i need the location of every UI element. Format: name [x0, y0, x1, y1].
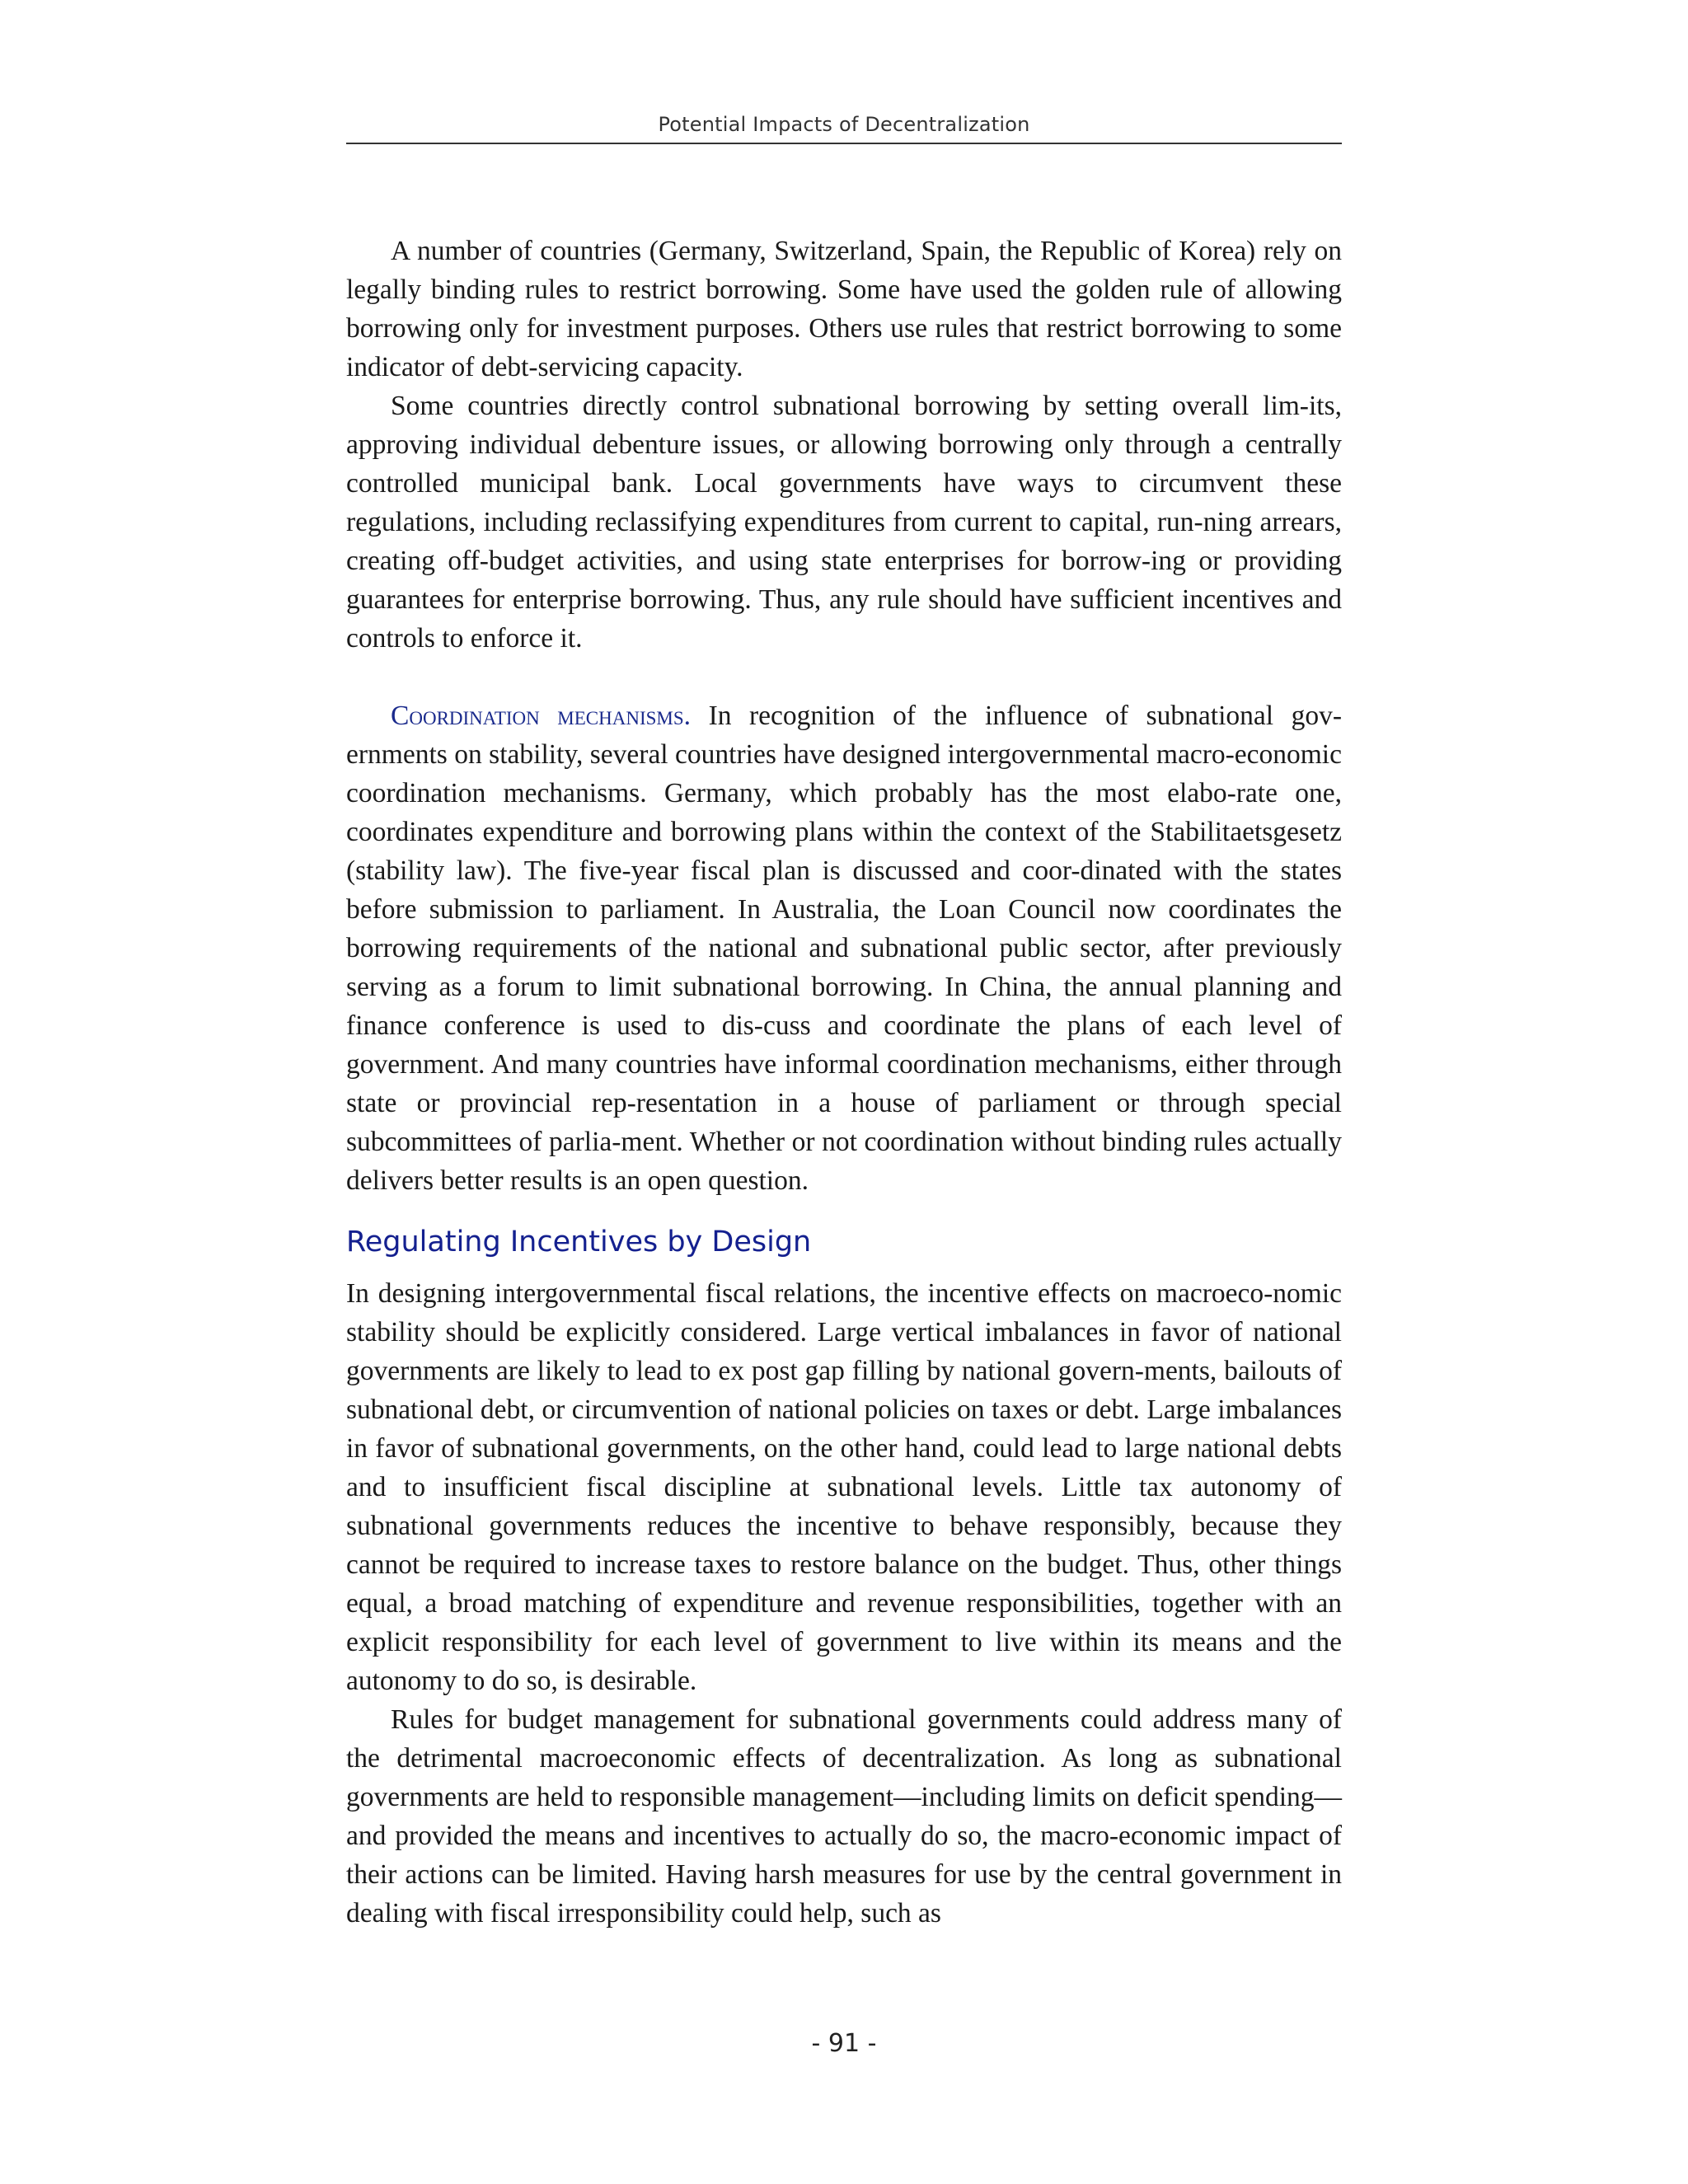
running-header: Potential Impacts of Decentralization [658, 113, 1030, 136]
paragraph-direct-control: Some countries directly control subnational borrowing by setting overall lim-its, approving individual debenture issues, or allowing borrowing only through a centrally controlled municipal bank. Local governments have ways to circumvent these regulations, including reclassifying expenditures from current to capital, run-ning arrears, creating off-budget activities, and using state enterprises for borrow-ing or providing guarantees for enterprise borrowing. Thus, any rule should have sufficient incentives and controls to enforce it. [346, 391, 1342, 654]
page-number: - 91 - [811, 2029, 877, 2058]
header-rule [346, 143, 1342, 144]
paragraph-incentive-effects: In designing intergovernmental fiscal relations, the incentive effects on macroeco-nomic stability should be explicitly considered. Large vertical imbalances in favor of national governments are likely to lead to ex post gap filling by national govern-ments, bailouts of subnational debt, or circumvention of national policies on taxes or debt. Large imbalances in favor of subnational governments, on the other hand, could lead to large national debts and to insufficient fiscal discipline at subnational levels. Little tax autonomy of subnational governments reduces the incentive to behave responsibly, because they cannot be required to increase taxes to restore balance on the budget. Thus, other things equal, a broad matching of expenditure and revenue responsibilities, together with an explicit responsibility for each level of government to live within its means and the autonomy to do so, is desirable. [346, 1278, 1342, 1696]
paragraph-budget-rules: Rules for budget management for subnational governments could address many of the detrimental macroeconomic effects of decentralization. As long as subnational governments are held to responsible management—including limits on deficit spending—and provided the means and incentives to actually do so, the macro-economic impact of their actions can be limited. Having harsh measures for use by the central government in dealing with fiscal irresponsibility could help, such as [346, 1704, 1342, 1929]
body-text [346, 232, 1342, 1933]
paragraph-coordination-text: In recognition of the influence of subnational gov-ernments on stability, several countries have designed intergovernmental macro-economic coordination mechanisms. Germany, which probably has the most elabo-rate one, coordinates expenditure and borrowing plans within the context of the Stabilitaetsgesetz (stability law). The five-year fiscal plan is discussed and coor-dinated with the states before submission to parliament. In Australia, the Loan Council now coordinates the borrowing requirements of the national and subnational public sector, after previously serving as a forum to limit subnational borrowing. In China, the annual planning and finance conference is used to dis-cuss and coordinate the plans of each level of government. And many countries have informal coordination mechanisms, either through state or provincial rep-resentation in a house of parliament or through special subcommittees of parlia-ment. Whether or not coordination without binding rules actually delivers better results is an open question. [346, 701, 1342, 1196]
paragraph-coordination [346, 696, 1342, 1200]
runin-heading-coordination: Coordination mechanisms. [391, 701, 692, 731]
paragraph-legal-rules: A number of countries (Germany, Switzerland, Spain, the Republic of Korea) rely on legally binding rules to restrict borrowing. Some have used the golden rule of allowing borrowing only for investment purposes. Others use rules that restrict borrowing to some indicator of debt-servicing capacity. [346, 236, 1342, 382]
section-heading: Regulating Incentives by Design [346, 1226, 812, 1258]
